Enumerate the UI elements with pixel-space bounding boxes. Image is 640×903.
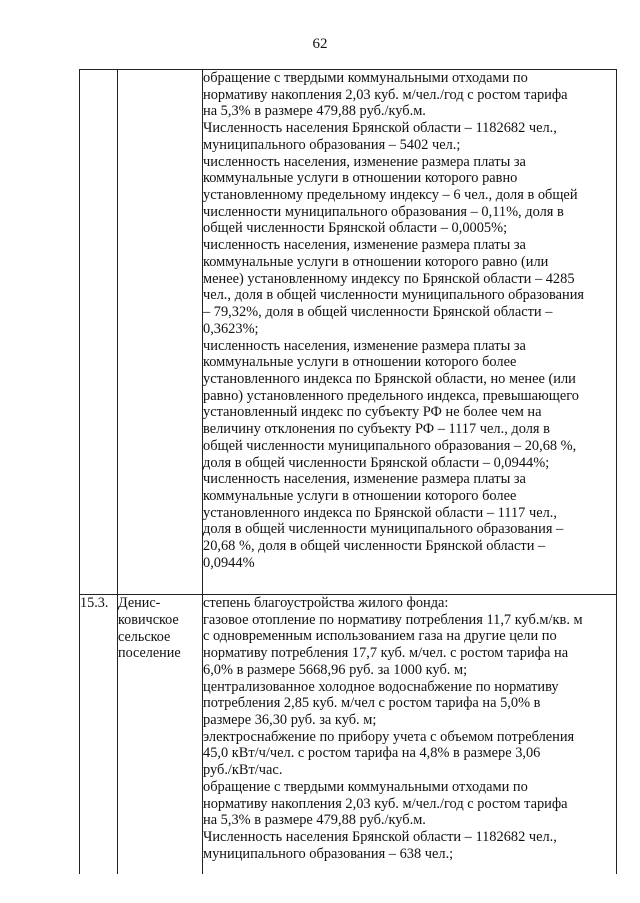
row-number-cell: [80, 70, 118, 595]
description-line: численность населения, изменение размера платы за: [203, 471, 526, 488]
description-line: 45,0 кВт/ч/чел. с ростом тарифа на 4,8% в размере 3,06: [203, 745, 541, 762]
description-line: обращение с твердыми коммунальными отходами по: [203, 778, 528, 795]
description-line: установленный индекс по субъекту РФ не более чем на: [203, 404, 542, 421]
description-line: с одновременным использованием газа на другие цели по: [203, 628, 557, 645]
row-number: 15.3.: [80, 595, 109, 611]
description-line: – 79,32%, доля в общей численности Брянской области –: [203, 304, 553, 321]
description-line: величину отклонения по субъекту РФ – 1117 чел., доля в: [203, 421, 550, 438]
description-line: муниципального образования – 5402 чел.;: [203, 136, 461, 153]
description-line: обращение с твердыми коммунальными отходами по: [203, 70, 528, 86]
tariff-table: [79, 69, 617, 874]
description-line: коммунальные услуги в отношении которого равно (или: [203, 253, 549, 270]
description-line: установленному предельному индексу – 6 чел., доля в общей: [203, 187, 578, 204]
description-line: коммунальные услуги в отношении которого более: [203, 354, 517, 371]
table-row: [80, 70, 617, 595]
description-line: общей численности муниципального образования – 20,68 %,: [203, 437, 577, 454]
description-line: нормативу накопления 2,03 куб. м/чел./год с ростом тарифа: [203, 795, 568, 812]
description-line: потребления 2,85 куб. м/чел с ростом тарифа на 5,0% в: [203, 695, 541, 712]
description-line: коммунальные услуги в отношении которого равно: [203, 170, 518, 187]
description-line: доля в общей численности Брянской области – 0,0944%;: [203, 454, 550, 471]
description-cell: [203, 70, 617, 595]
description-line: равно) установленного предельного индекса, превышающего: [203, 387, 579, 404]
description-line: централизованное холодное водоснабжение по нормативу: [203, 678, 559, 695]
description-cell: [203, 595, 617, 875]
settlement-name-line: сельское: [118, 628, 171, 645]
description-line: общей численности Брянской области – 0,0005%;: [203, 220, 508, 237]
description-line: численность населения, изменение размера платы за: [203, 337, 526, 354]
description-line: размере 36,30 руб. за куб. м;: [203, 712, 377, 729]
table-row: [80, 595, 617, 875]
description-line: нормативу накопления 2,03 куб. м/чел./год с ростом тарифа: [203, 86, 568, 103]
description-line: численность населения, изменение размера платы за: [203, 237, 526, 254]
description-line: Численность населения Брянской области – 1182682 чел.,: [203, 829, 557, 846]
settlement-name-line: поселение: [118, 645, 181, 662]
description-line: чел., доля в общей численности муниципального образования: [203, 287, 585, 304]
description-line: руб./кВт/час.: [203, 762, 283, 779]
settlement-name-cell: [118, 595, 203, 875]
settlement-name-line: Денис-: [118, 595, 161, 611]
description-line: электроснабжение по прибору учета с объемом потребления: [203, 728, 575, 745]
description-line: 6,0% в размере 5668,96 руб. за 1000 куб. м;: [203, 661, 468, 678]
description-line: установленного индекса по Брянской области – 1117 чел.,: [203, 504, 557, 521]
row-number-cell: [80, 595, 118, 875]
description-line: 0,0944%: [203, 554, 255, 571]
settlement-name-cell: [118, 70, 203, 595]
description-line: менее) установленному индексу по Брянской области – 4285: [203, 270, 575, 287]
description-line: доля в общей численности муниципального образования –: [203, 521, 564, 538]
description-line: Численность населения Брянской области – 1182682 чел.,: [203, 120, 557, 137]
description-line: муниципального образования – 638 чел.;: [203, 845, 454, 862]
description-line: на 5,3% в размере 479,88 руб./куб.м.: [203, 812, 426, 829]
description-line: установленного индекса по Брянской области, но менее (или: [203, 370, 576, 387]
description-line: численность населения, изменение размера платы за: [203, 153, 526, 170]
description-line: коммунальные услуги в отношении которого более: [203, 487, 517, 504]
page-number: 62: [312, 36, 328, 52]
description-line: 20,68 %, доля в общей численности Брянской области –: [203, 538, 546, 555]
description-line: 0,3623%;: [203, 320, 259, 337]
settlement-name-line: ковичское: [118, 611, 179, 628]
description-line: газовое отопление по нормативу потребления 11,7 куб.м/кв. м: [203, 611, 583, 628]
description-line: нормативу потребления 17,7 куб. м/чел. с ростом тарифа на: [203, 645, 569, 662]
description-line: степень благоустройства жилого фонда:: [203, 595, 449, 611]
description-line: на 5,3% в размере 479,88 руб./куб.м.: [203, 103, 426, 120]
description-line: численности муниципального образования – 0,11%, доля в: [203, 203, 564, 220]
